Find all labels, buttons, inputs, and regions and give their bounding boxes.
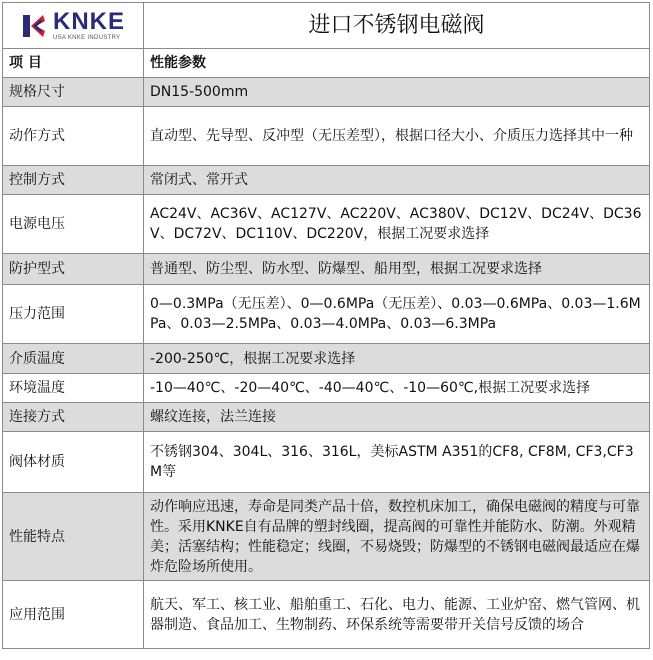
table-row: [3, 581, 650, 649]
table-row: [3, 374, 650, 403]
table-row: [3, 285, 650, 344]
table-header-row: [3, 49, 650, 78]
table-row: [3, 403, 650, 432]
row-label: 阀体材质: [3, 432, 144, 493]
row-label: 介质温度: [3, 344, 144, 374]
row-value: DN15-500mm: [144, 78, 650, 107]
row-label: 规格尺寸: [3, 78, 144, 107]
row-value: 动作响应迅速，寿命是同类产品十倍，数控机床加工，确保电磁阀的精度与可靠性。采用KNKE自有品牌的塑封线圈，提高阀的可靠性并能防水、防潮。外观精美；活塞结构；性能稳定；线圈，不易烧毁；防爆型的不锈钢电磁阀最适应在爆炸危险场所使用。: [144, 493, 650, 581]
row-label: 动作方式: [3, 107, 144, 166]
table-row: [3, 493, 650, 581]
row-label: 性能特点: [3, 493, 144, 581]
spec-table: [2, 2, 650, 649]
page-title: 进口不锈钢电磁阀: [144, 3, 650, 49]
row-value: 常闭式、常开式: [144, 166, 650, 195]
table-row: [3, 78, 650, 107]
row-value: 航天、军工、核工业、船舶重工、石化、电力、能源、工业炉窑、燃气管网、机器制造、食品加工、生物制药、环保系统等需要带开关信号反馈的场合: [144, 581, 650, 649]
table-row: [3, 195, 650, 254]
table-row: [3, 344, 650, 374]
logo: [3, 4, 143, 48]
table-row: [3, 254, 650, 285]
table-row: [3, 107, 650, 166]
row-value: 直动型、先导型、反冲型（无压差型），根据口径大小、介质压力选择其中一种: [144, 107, 650, 166]
row-label: 控制方式: [3, 166, 144, 195]
row-value: 螺纹连接，法兰连接: [144, 403, 650, 432]
row-value: -10—40℃、-20—40℃、-40—40℃、-10—60℃,根据工况要求选择: [144, 374, 650, 403]
row-label: 环境温度: [3, 374, 144, 403]
row-label: 电源电压: [3, 195, 144, 254]
row-value: 0—0.3MPa（无压差）、0—0.6MPa（无压差）、0.03—0.6MPa、0.03—1.6MPa、0.03—2.5MPa、0.03—4.0MPa、0.03—6.3MPa: [144, 285, 650, 344]
row-label: 应用范围: [3, 581, 144, 649]
row-label: 压力范围: [3, 285, 144, 344]
header-row: [3, 3, 650, 49]
brand-subtitle: USA KNKE INDUSTRY: [53, 34, 121, 41]
logo-cell: [3, 3, 144, 49]
row-value: AC24V、AC36V、AC127V、AC220V、AC380V、DC12V、DC24V、DC36V、DC72V、DC110V、DC220V，根据工况要求选择: [144, 195, 650, 254]
brand-name: KNKE: [53, 7, 126, 35]
table-row: [3, 166, 650, 195]
row-value: 不锈钢304、304L、316、316L，美标ASTM A351的CF8, CF8M, CF3,CF3M等: [144, 432, 650, 493]
row-label: 连接方式: [3, 403, 144, 432]
column-header-item: 项 目: [3, 49, 144, 78]
brand: [53, 7, 126, 42]
knke-logo-icon: [21, 13, 47, 39]
table-row: [3, 432, 650, 493]
row-value: 普通型、防尘型、防水型、防爆型、船用型，根据工况要求选择: [144, 254, 650, 285]
row-value: -200-250℃，根据工况要求选择: [144, 344, 650, 374]
column-header-param: 性能参数: [144, 49, 650, 78]
row-label: 防护型式: [3, 254, 144, 285]
